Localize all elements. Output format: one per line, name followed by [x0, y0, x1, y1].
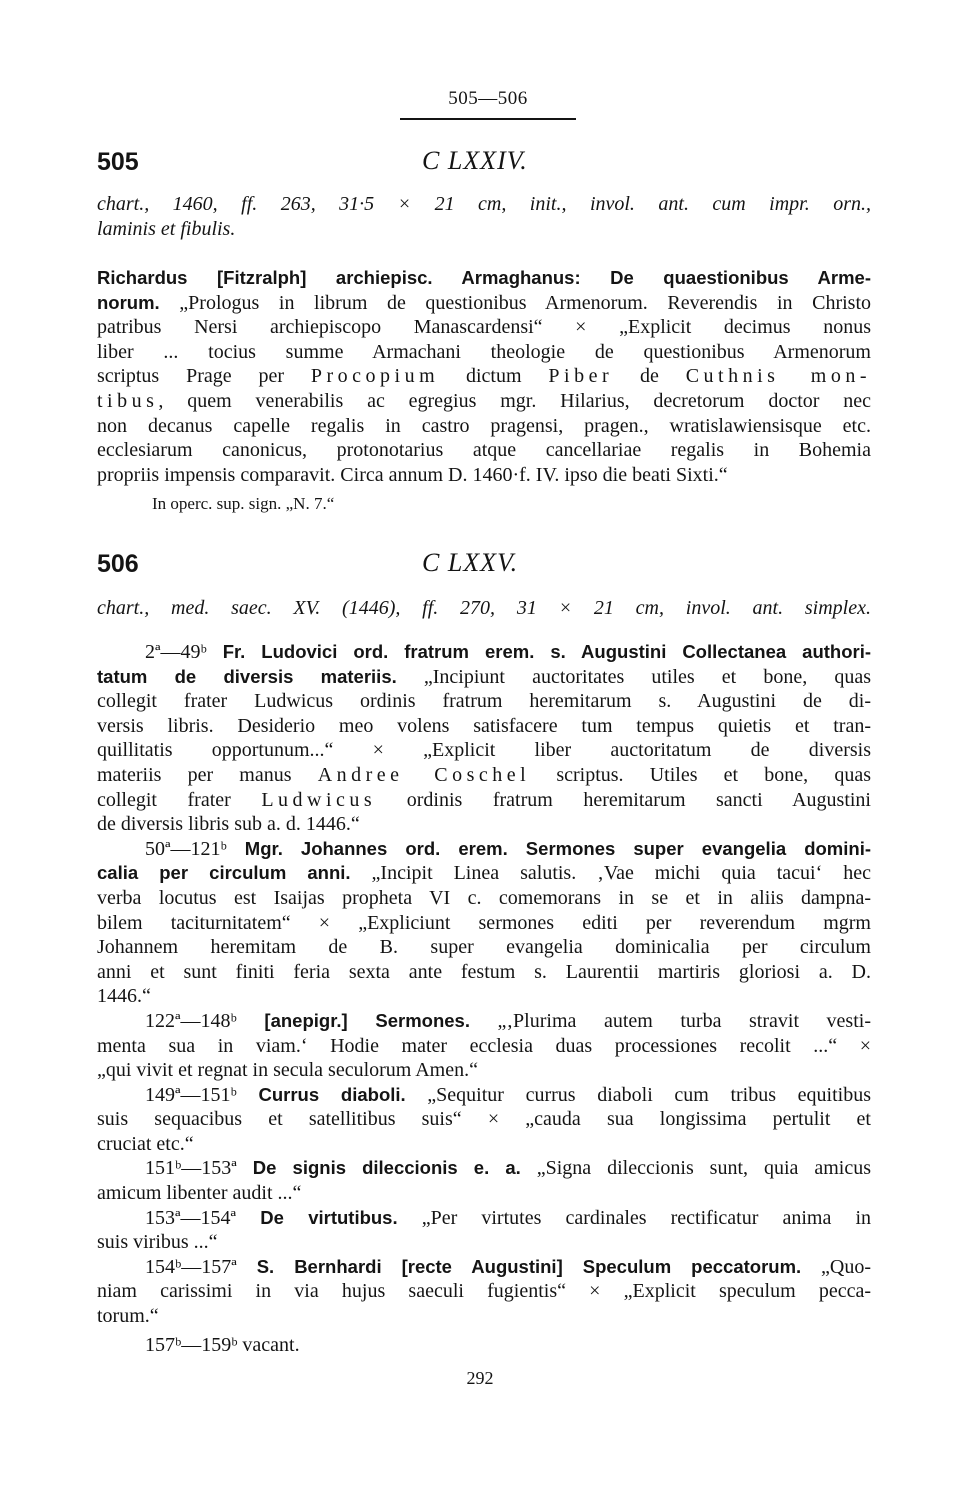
shelfmark: C LXXV. — [422, 548, 519, 577]
paragraph-line: norum. „Prologus in librum de questionibus Armenorum. Reverendis in Christo — [97, 291, 871, 314]
item-line: amicum libenter audit ...“ — [97, 1182, 302, 1205]
item-line: Johannem heremitam de B. super evangelia dominicalia per circulum — [97, 936, 871, 959]
paragraph-line: Richardus [Fitzralph] archiepisc. Armaghanus: De quaestionibus Arme- — [97, 267, 871, 288]
codex-description — [97, 192, 871, 241]
item-line: „qui vivit et regnat in secula seculorum Amen.“ — [97, 1059, 478, 1082]
item-line: cruciat etc.“ — [97, 1132, 194, 1155]
item-line: bilem taciturnitatem“ × „Expliciunt sermones editi per reverendum mgrm — [97, 911, 871, 934]
contents-item — [97, 1255, 871, 1329]
folio-range: 2ª—49ᵇ — [145, 641, 207, 663]
item-line: 157ᵇ—159ᵇ vacant. — [145, 1333, 300, 1356]
paragraph-line: non decanus capelle regalis in castro pragensi, pragen., wratislawiensisque etc. — [97, 414, 871, 437]
running-head: 505—506 — [448, 88, 528, 109]
item-line: 151ᵇ—153ª De signis dileccionis e. a. „Signa dileccionis sunt, quia amicus — [145, 1157, 871, 1180]
item-line: torum.“ — [97, 1305, 159, 1328]
item-line: suis sequacibus et satellitibus suis“ × „cauda sua longissima pertulit et — [97, 1108, 871, 1131]
folio-range: 157ᵇ—159ᵇ — [145, 1333, 238, 1356]
contents-item — [97, 1206, 871, 1255]
item-line: 2ª—49ᵇ Fr. Ludovici ord. fratrum erem. s. Augustini Collectanea authori- — [145, 641, 871, 663]
contents-item — [97, 1009, 871, 1083]
item-line: 122ª—148ᵇ [anepigr.] Sermones. „‚Plurima autem turba stravit vesti- — [145, 1009, 871, 1032]
folio-range: 149ª—151ᵇ — [145, 1083, 237, 1106]
codex-description — [97, 596, 871, 621]
contents-item — [97, 1329, 871, 1358]
paragraph-line: patribus Nersi archiepiscopo Manascardensi“ × „Explicit decimus nonus — [97, 316, 871, 339]
item-line: collegit frater Ludwicus ordinis fratrum heremitarum sancti Augustini — [97, 788, 871, 811]
description-line: laminis et fibulis. — [97, 217, 236, 240]
paragraph-line: ecclesiarum canonicus, protonotarius atque cancellariae regalis in Bohemia — [97, 439, 871, 462]
cover-note: In operc. sup. sign. „N. 7.“ — [152, 494, 335, 513]
item-line: versis libris. Desiderio meo volens satisfacere tum tempus quietis et tran- — [97, 714, 871, 737]
page-number: 292 — [466, 1368, 494, 1388]
item-line: 154ᵇ—157ª S. Bernhardi [recte Augustini] Speculum peccatorum. „Quo- — [145, 1255, 871, 1278]
paragraph-line: scriptus Prage per Procopium dictum Piber de Cuthnis mon- — [97, 365, 872, 388]
description-line: chart., med. saec. XV. (1446), ff. 270, 31 × 21 cm, invol. ant. simplex. — [97, 597, 871, 619]
contents-item — [97, 640, 871, 837]
item-line: 50ª—121ᵇ Mgr. Johannes ord. erem. Sermones super evangelia domini- — [145, 837, 871, 860]
item-line: 153ª—154ª De virtutibus. „Per virtutes cardinales rectificatur anima in — [145, 1206, 871, 1229]
item-line: 1446.“ — [97, 985, 151, 1008]
item-line: quillitatis opportunum...“ × „Explicit liber auctoritatum de diversis — [97, 739, 871, 762]
item-line: 149ª—151ᵇ Currus diaboli. „Sequitur currus diaboli cum tribus equitibus — [145, 1083, 871, 1106]
paragraph-line: propriis impensis comparavit. Circa annum D. 1460·f. IV. ipso die beati Sixti.“ — [97, 463, 728, 486]
paragraph-line: tibus, quem venerabilis ac egregius mgr. Hilarius, decretorum doctor nec — [97, 389, 871, 412]
item-line: verba locutus est Isaijas propheta VI c. comemorans in se et in aliis dampna- — [97, 886, 871, 909]
entry-number: 505 — [97, 148, 139, 176]
item-line: anni et sunt finiti feria sexta ante festum s. Laurentii martiris gloriosi a. D. — [97, 960, 871, 983]
item-line: materiis per manus Andree Coschel scriptus. Utiles et bone, quas — [97, 763, 871, 786]
item-line: suis viribus ...“ — [97, 1231, 218, 1254]
shelfmark: C LXXIV. — [422, 146, 528, 175]
contents-item — [97, 837, 871, 1009]
entry-paragraph — [97, 266, 871, 487]
contents-item — [97, 1156, 871, 1205]
folio-range: 151ᵇ—153ª — [145, 1157, 237, 1180]
contents-list — [97, 640, 871, 1357]
description-line: chart., 1460, ff. 263, 31·5 × 21 cm, init., invol. ant. cum impr. orn., — [97, 193, 871, 215]
paragraph-line: liber ... tocius summe Armachani theologie de questionibus Armenorum — [97, 340, 871, 363]
item-line: menta sua in viam.‘ Hodie mater ecclesia duas processiones recolit ...“ × — [97, 1034, 871, 1057]
folio-range: 154ᵇ—157ª — [145, 1255, 237, 1278]
folio-range: 122ª—148ᵇ — [145, 1009, 237, 1032]
folio-range: 50ª—121ᵇ — [145, 837, 227, 860]
folio-range: 153ª—154ª — [145, 1206, 237, 1229]
header-rule — [400, 118, 576, 120]
item-line: de diversis libris sub a. d. 1446.“ — [97, 813, 360, 836]
item-line: niam carissimi in via hujus saeculi fugientis“ × „Explicit speculum pecca- — [97, 1280, 871, 1303]
item-line: calia per circulum anni. „Incipit Linea salutis. ‚Vae michi quia tacui‘ hec — [97, 862, 871, 885]
contents-item — [97, 1083, 871, 1157]
item-line: tatum de diversis materiis. „Incipiunt auctoritates utiles et bone, quas — [97, 665, 871, 688]
item-line: collegit frater Ludwicus ordinis fratrum heremitarum s. Augustini de di- — [97, 690, 871, 713]
entry-number: 506 — [97, 550, 139, 578]
